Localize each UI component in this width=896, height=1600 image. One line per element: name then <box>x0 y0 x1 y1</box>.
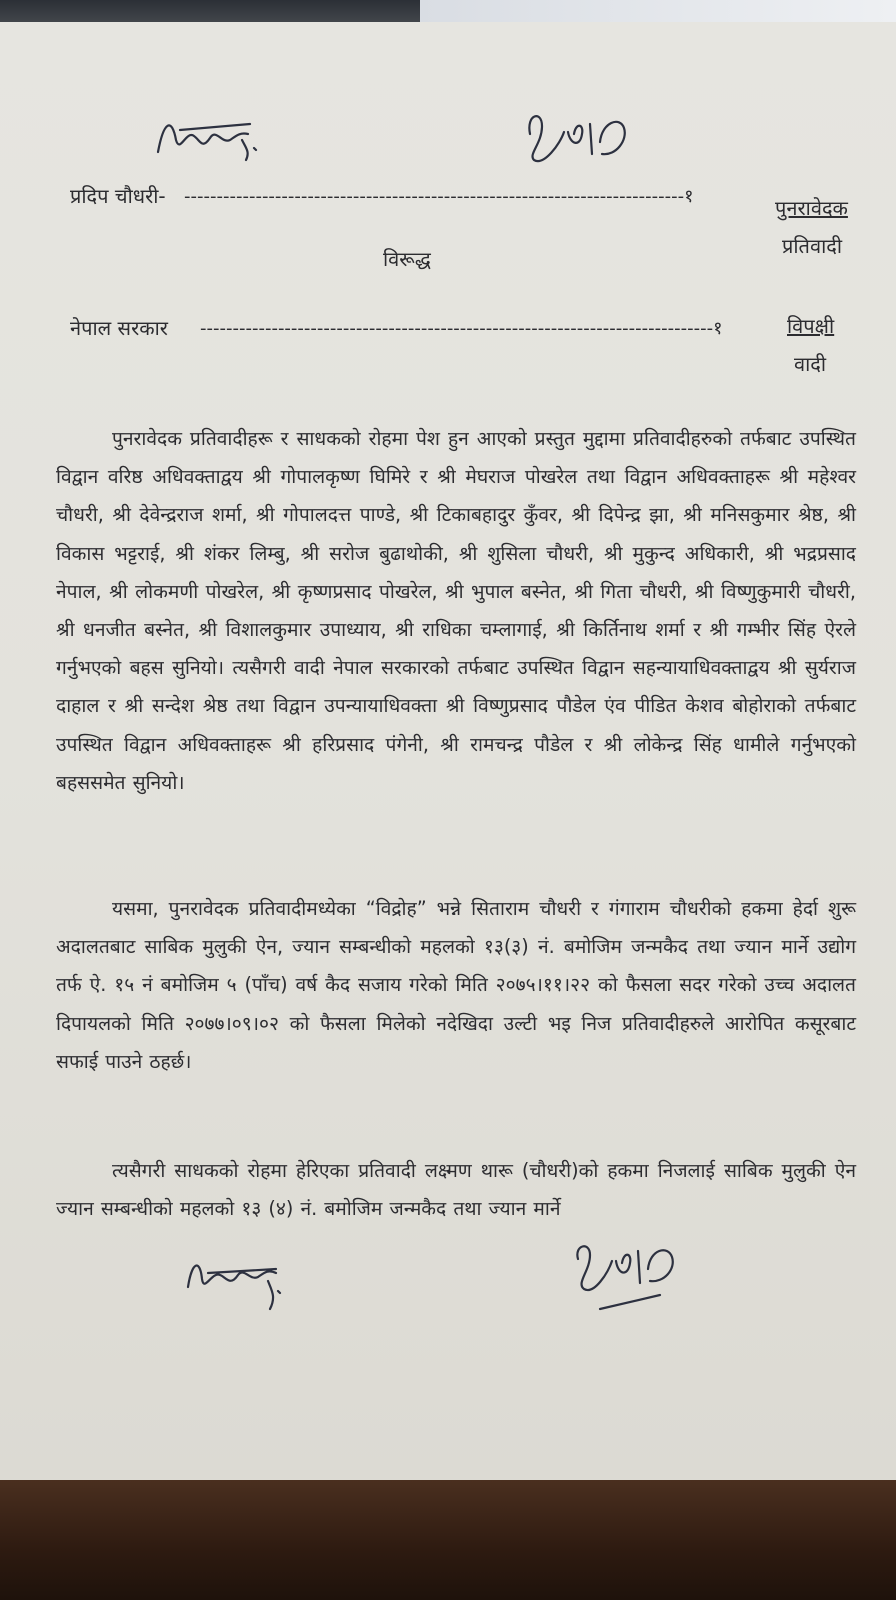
respondent-role-label: विपक्षी <box>787 314 835 338</box>
paragraph-2 <box>56 890 856 1081</box>
respondent-dash-line: -------------------------------------------------------------------------------१ <box>200 318 723 339</box>
paragraph-1-text: पुनरावेदक प्रतिवादीहरू र साधकको रोहमा पेश हुन आएको प्रस्तुत मुद्दामा प्रतिवादीहरुको तर्फबाट उपस्थित विद्वान वरिष्ठ अधिवक्ताद्वय श्री गोपालकृष्ण घिमिरे र श्री मेघराज पोखरेल तथा विद्वान अधिवक्ताहरू श्री महेश्वर चौधरी, श्री देवेन्द्रराज शर्मा, श्री गोपालदत्त पाण्डे, श्री टिकाबहादुर कुँवर, श्री दिपेन्द्र झा, श्री मनिसकुमार श्रेष्ठ, श्री विकास भट्टराई, श्री शंकर लिम्बु, श्री सरोज बुढाथोकी, श्री शुसिला चौधरी, श्री मुकुन्द अधिकारी, श्री भद्रप्रसाद नेपाल, श्री लोकमणी पोखरेल, श्री कृष्णप्रसाद पोखरेल, श्री भुपाल बस्नेत, श्री गिता चौधरी, श्री विष्णुकुमारी चौधरी, श्री धनजीत बस्नेत, श्री विशालकुमार उपाध्याय, श्री राधिका चम्लागाई, श्री किर्तिनाथ शर्मा र श्री गम्भीर सिंह ऐरले गर्नुभएको बहस सुनियो। त्यसैगरी वादी नेपाल सरकारको तर्फबाट उपस्थित विद्वान सहन्यायाधिवक्ताद्वय श्री सुर्यराज दाहाल र श्री सन्देश श्रेष्ठ तथा विद्वान उपन्यायाधिवक्ता श्री विष्णुप्रसाद पौडेल एंव पीडित केशव बोहोराको तर्फबाट उपस्थित विद्वान अधिवक्ताहरू श्री हरिप्रसाद पंगेनी, श्री रामचन्द्र पौडेल र श्री लोकेन्द्र सिंह धामीले गर्नुभएको बहससमेत सुनियो। <box>56 427 856 794</box>
respondent-sub-role-label: वादी <box>794 352 827 376</box>
paragraph-3 <box>56 1152 856 1228</box>
versus-label: विरूद्ध <box>383 247 431 271</box>
appellant-sub-role-label: प्रतिवादी <box>782 234 843 258</box>
paragraph-2-text: यसमा, पुनरावेदक प्रतिवादीमध्येका “विद्रोह” भन्ने सिताराम चौधरी र गंगाराम चौधरीको हकमा हेर्दा शुरू अदालतबाट साबिक मुलुकी ऐन, ज्यान सम्बन्धीको महलको १३(३) नं. बमोजिम जन्मकैद तथा ज्यान मार्ने उद्योग तर्फ ऐ. १५ नं बमोजिम ५ (पाँच) वर्ष कैद सजाय गरेको मिति २०७५।११।२२ को फैसला सदर गरेको उच्च अदालत दिपायलको मिति २०७७।०९।०२ को फैसला मिलेको नदेखिदा उल्टी भइ निज प्रतिवादीहरुले आरोपित कसूरबाट सफाई पाउने ठहर्छ। <box>56 897 856 1073</box>
signature-bottom-left <box>180 1247 290 1317</box>
document-page <box>0 22 896 1480</box>
paragraph-1 <box>56 420 856 802</box>
signature-bottom-right <box>570 1237 690 1317</box>
signature-top-right <box>520 104 640 174</box>
signature-top-left <box>150 110 270 170</box>
paragraph-3-text: त्यसैगरी साधकको रोहमा हेरिएका प्रतिवादी लक्ष्मण थारू (चौधरी)को हकमा निजलाई साबिक मुलुकी ऐन ज्यान सम्बन्धीको महलको १३ (४) नं. बमोजिम जन्मकैद तथा ज्यान मार्ने <box>56 1159 856 1221</box>
appellant-name: प्रदिप चौधरी- <box>70 184 166 208</box>
background-table-surface <box>0 1480 896 1600</box>
appellant-role-label: पुनरावेदक <box>775 196 848 220</box>
respondent-name: नेपाल सरकार <box>70 316 168 340</box>
appellant-dash-line: -----------------------------------------------------------------------------१ <box>184 186 694 207</box>
